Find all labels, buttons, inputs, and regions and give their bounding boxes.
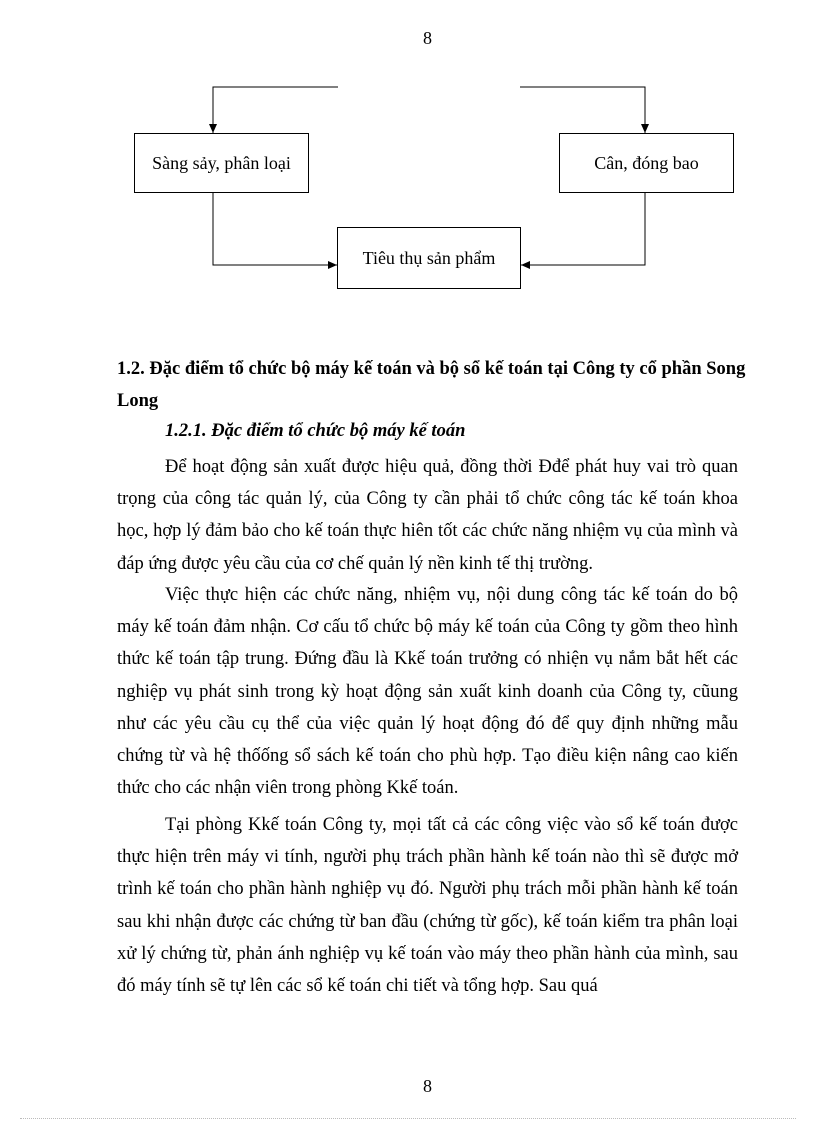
page-footer-divider	[20, 1118, 796, 1119]
paragraph-2: Việc thực hiện các chức năng, nhiệm vụ, nội dung công tác kế toán do bộ máy kế toán đảm nhận. Cơ cấu tổ chức bộ máy kế toán của Công ty gồm theo hình thức kế toán tập trung. Đứng đầu là Kkế toán trưởng có nhiện vụ nắm bắt hết các nghiệp vụ phát sinh trong kỳ hoạt động sản xuất kinh doanh của Công ty, cũung như các yêu cầu cụ thể của việc quản lý hoạt động đó để quy định những mẫu chứng từ và hệ thốống sổ sách kế toán cho phù hợp. Tạo điều kiện nâng cao kiến thức cho các nhận viên trong phòng Kkế toán.	[117, 585, 738, 799]
page-number-bottom: 8	[423, 1076, 432, 1096]
arrow-weighing-to-consumption	[521, 193, 645, 265]
box-sorting	[134, 133, 309, 193]
paragraph-3: Tại phòng Kkế toán Công ty, mọi tất cả các công việc vào sổ kế toán được thực hiện trên máy vi tính, người phụ trách phần hành kế toán nào thì sẽ được mở trình kế toán cho phần hành nghiệp vụ đó. Người phụ trách mỗi phần hành kế toán sau khi nhận được các chứng từ ban đầu (chứng từ gốc), kế toán kiểm tra phân loại xử lý chứng từ, phản ánh nghiệp vụ kế toán vào máy theo phần hành của mình, sau đó máy tính sẽ tự lên các sổ kế toán chi tiết và tổng hợp. Sau quá	[117, 815, 738, 997]
paragraph-1: Để hoạt động sản xuất được hiệu quả, đồng thời Đđể phát huy vai trò quan trọng của công tác quản lý, của Công ty cần phải tổ chức công tác kế toán khoa học, hợp lý đảm bảo cho kế toán thực hiên tốt các chức năng nhiệm vụ của mình và đáp ứng được yêu cầu của cơ chế quản lý nền kinh tế thị trường.	[117, 457, 738, 574]
box-weighing-label: Cân, đóng bao	[594, 152, 699, 173]
arrow-into-sorting	[213, 87, 338, 133]
process-flow-diagram	[0, 0, 816, 320]
box-consumption	[337, 227, 521, 289]
arrow-into-weighing	[520, 87, 645, 133]
box-consumption-label: Tiêu thụ sản phẩm	[362, 247, 496, 268]
box-weighing	[559, 133, 734, 193]
arrow-sorting-to-consumption	[213, 193, 337, 265]
subsection-heading: 1.2.1. Đặc điểm tổ chức bộ máy kế toán	[165, 421, 466, 441]
box-sorting-label: Sàng sảy, phân loại	[152, 152, 291, 173]
page-number-top: 8	[423, 28, 432, 48]
section-heading: 1.2. Đặc điểm tổ chức bộ máy kế toán và bộ sổ kế toán tại Công ty cổ phần Song Long	[117, 359, 746, 411]
